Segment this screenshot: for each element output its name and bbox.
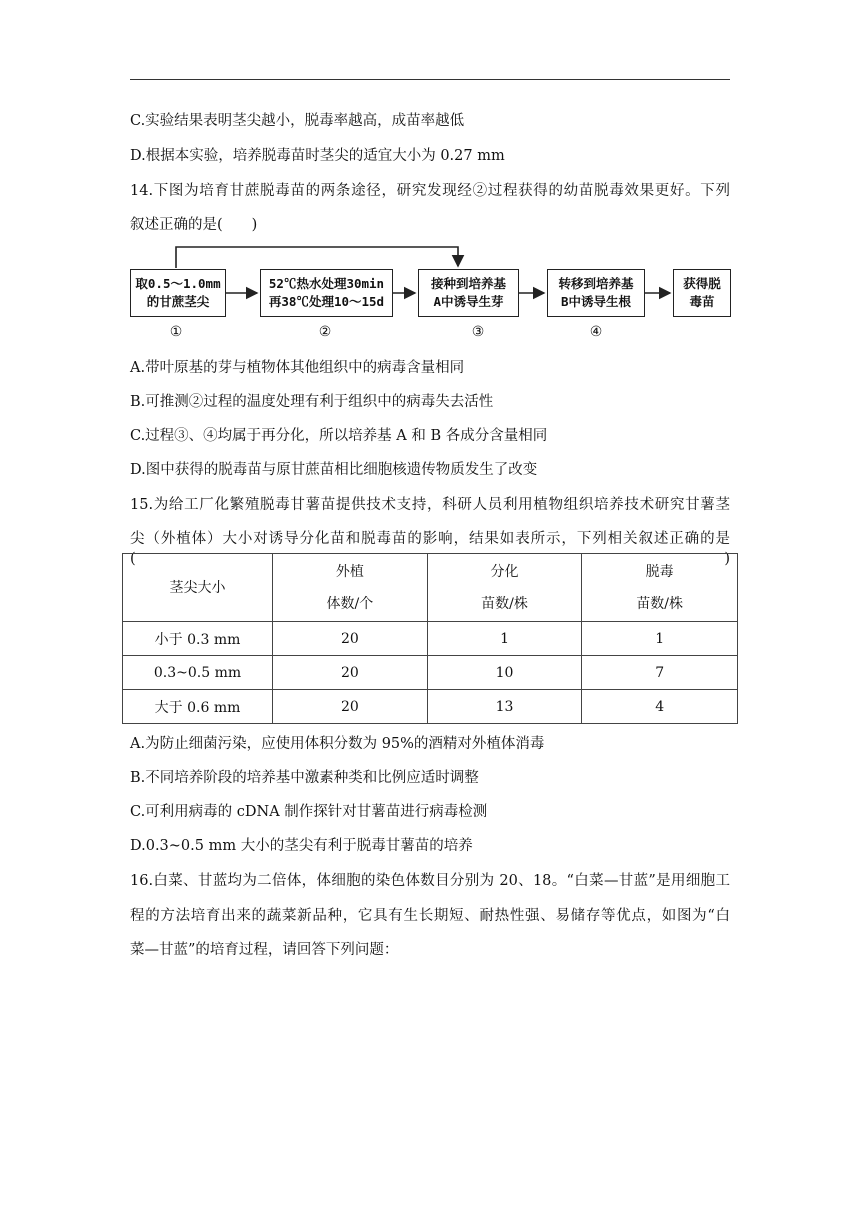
flow-label-3: ③ xyxy=(471,324,485,340)
cell-virus-free: 4 xyxy=(582,690,738,724)
header-explants-line2: 体数/个 xyxy=(326,595,374,612)
flow-step-2-line1: 52℃热水处理30min xyxy=(268,276,385,291)
q14-option-b: B.可推测②过程的温度处理有利于组织中的病毒失去活性 xyxy=(130,394,494,410)
table-row xyxy=(123,656,738,690)
header-rule xyxy=(130,79,730,80)
cell-differentiated: 13 xyxy=(427,690,582,724)
q15-option-a: A.为防止细菌污染，应使用体积分数为 95%的酒精对外植体消毒 xyxy=(130,736,545,752)
cell-size: 0.3~0.5 mm xyxy=(123,656,273,690)
q14-flowchart xyxy=(128,244,734,344)
flow-step-5-line1: 获得脱 xyxy=(683,276,721,291)
flow-step-3-line2: A中诱导生芽 xyxy=(433,294,504,309)
flow-label-4: ④ xyxy=(589,324,603,340)
flow-step-4-box xyxy=(547,269,645,317)
cell-explants: 20 xyxy=(273,622,428,656)
header-differentiated-line2: 苗数/株 xyxy=(481,595,528,612)
cell-virus-free: 7 xyxy=(582,656,738,690)
cell-size: 小于 0.3 mm xyxy=(123,622,273,656)
flow-step-4-line1: 转移到培养基 xyxy=(558,276,634,291)
q14-option-d: D.图中获得的脱毒苗与原甘蔗苗相比细胞核遗传物质发生了改变 xyxy=(130,462,538,478)
flow-step-1-line1: 取0.5～1.0mm xyxy=(135,276,221,291)
q16-stem-line2: 程的方法培育出来的蔬菜新品种，它具有生长期短、耐热性强、易储存等优点，如图为“白 xyxy=(130,908,730,924)
header-stem-size: 茎尖大小 xyxy=(123,554,273,622)
q15-results-table xyxy=(122,553,738,724)
header-explants-line1: 外植 xyxy=(335,563,364,580)
q16-stem-line3: 菜—甘蓝”的培育过程，请回答下列问题： xyxy=(130,942,399,958)
flow-label-1: ① xyxy=(169,324,183,340)
header-differentiated-line1: 分化 xyxy=(490,563,519,580)
cell-differentiated: 10 xyxy=(427,656,582,690)
flow-step-5-box xyxy=(673,269,731,317)
q14-stem-line1: 14.下图为培育甘蔗脱毒苗的两条途径，研究发现经②过程获得的幼苗脱毒效果更好。下列 xyxy=(130,183,730,199)
table-row xyxy=(123,622,738,656)
q15-option-b: B.不同培养阶段的培养基中激素种类和比例应适时调整 xyxy=(130,770,479,786)
table-header-row xyxy=(123,554,738,622)
header-virus-free xyxy=(582,554,738,622)
q15-option-c: C.可利用病毒的 cDNA 制作探针对甘薯苗进行病毒检测 xyxy=(130,804,488,820)
q14-option-a: A.带叶原基的芽与植物体其他组织中的病毒含量相同 xyxy=(130,360,465,376)
flow-step-4-line2: B中诱导生根 xyxy=(560,294,632,309)
flow-step-1-box xyxy=(130,269,226,317)
q15-stem-line2: 尖（外植体）大小对诱导分化苗和脱毒苗的影响，结果如表所示，下列相关叙述正确的是( ) xyxy=(130,531,730,567)
cell-explants: 20 xyxy=(273,656,428,690)
cell-explants: 20 xyxy=(273,690,428,724)
header-explants xyxy=(273,554,428,622)
q16-stem-line1: 16.白菜、甘蓝均为二倍体，体细胞的染色体数目分别为 20、18。“白菜—甘蓝”是用细胞工 xyxy=(130,873,730,889)
q14-stem-line2: 叙述正确的是( ) xyxy=(130,217,258,233)
q15-stem-line1: 15.为给工厂化繁殖脱毒甘薯苗提供技术支持，科研人员利用植物组织培养技术研究甘薯茎 xyxy=(130,497,730,513)
q13-option-c: C.实验结果表明茎尖越小，脱毒率越高，成苗率越低 xyxy=(130,113,465,129)
flow-step-5-line2: 毒苗 xyxy=(689,294,715,309)
table-row xyxy=(123,690,738,724)
flow-step-3-box xyxy=(418,269,519,317)
flow-step-1-line2: 的甘蔗茎尖 xyxy=(146,294,210,309)
flow-label-2: ② xyxy=(318,324,332,340)
q14-option-c: C.过程③、④均属于再分化，所以培养基 A 和 B 各成分含量相同 xyxy=(130,428,548,444)
q13-option-d: D.根据本实验，培养脱毒苗时茎尖的适宜大小为 0.27 mm xyxy=(130,148,505,164)
flow-step-3-line1: 接种到培养基 xyxy=(430,276,506,291)
cell-differentiated: 1 xyxy=(427,622,582,656)
flow-step-2-line2: 再38℃处理10～15d xyxy=(268,294,385,309)
flow-step-2-box xyxy=(260,269,393,317)
header-virus-free-line2: 苗数/株 xyxy=(636,595,684,612)
cell-size: 大于 0.6 mm xyxy=(123,690,273,724)
header-virus-free-line1: 脱毒 xyxy=(645,563,674,580)
cell-virus-free: 1 xyxy=(582,622,738,656)
header-differentiated xyxy=(427,554,582,622)
q15-option-d: D.0.3~0.5 mm 大小的茎尖有利于脱毒甘薯苗的培养 xyxy=(130,838,473,854)
